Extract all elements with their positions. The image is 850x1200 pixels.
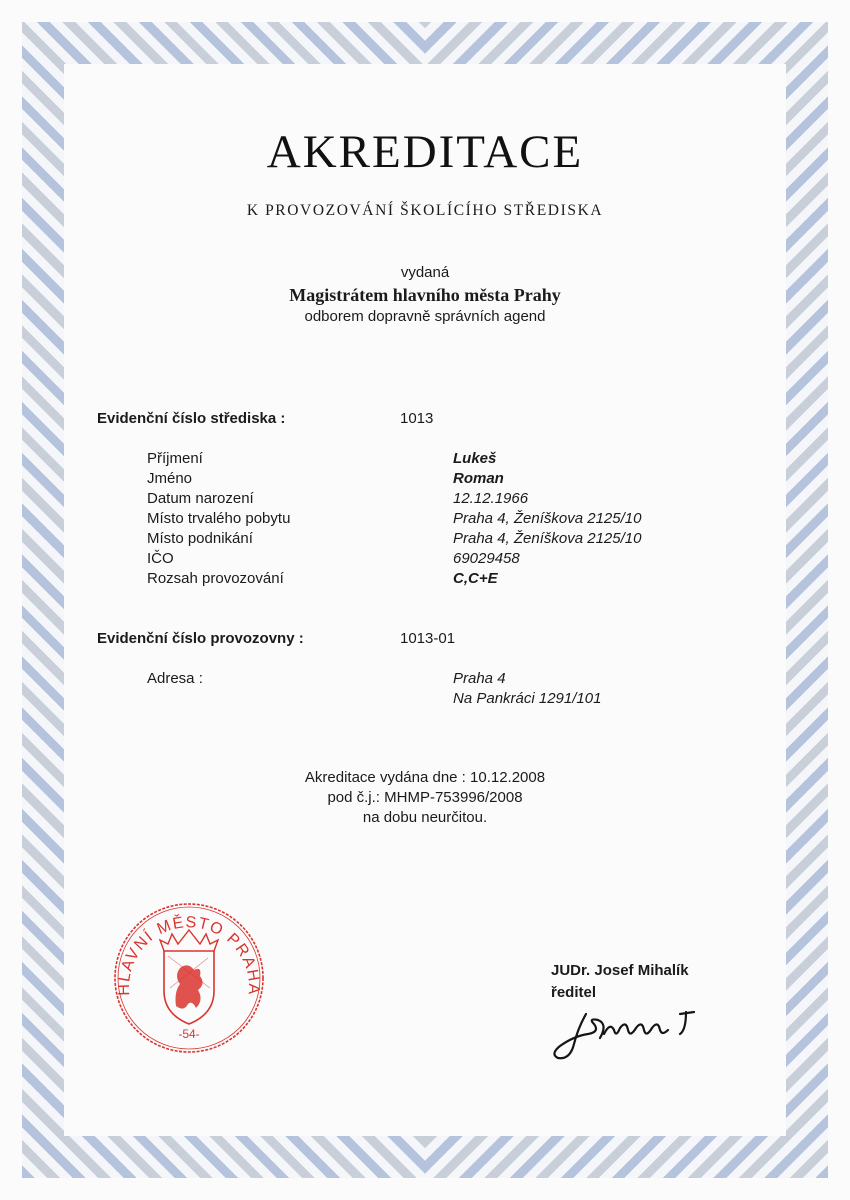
field-row-firstname [147, 470, 747, 490]
field-row-residence [147, 510, 747, 530]
premises-number-label: Evidenční číslo provozovny : [97, 630, 304, 647]
field-value: Roman [453, 470, 504, 487]
field-value: 12.12.1966 [453, 490, 529, 507]
issuer-block [0, 262, 850, 328]
issued-by-intro: vydaná [400, 264, 450, 281]
issuance-date: Akreditace vydána dne : 10.12.2008 [304, 769, 546, 786]
field-value: Na Pankráci 1291/101 [453, 690, 602, 707]
issuer-department: odborem dopravně správních agend [304, 308, 546, 325]
field-value: Praha 4, Ženíškova 2125/10 [453, 510, 642, 527]
field-value: C,C+E [453, 570, 498, 587]
official-stamp [104, 896, 274, 1056]
document-title: AKREDITACE [266, 126, 584, 178]
field-label: Adresa : [147, 670, 203, 687]
field-row-surname [147, 450, 747, 470]
field-value: Lukeš [453, 450, 497, 467]
field-row-birthdate [147, 490, 747, 510]
field-label: Příjmení [147, 450, 203, 467]
field-value: Praha 4 [453, 670, 506, 687]
document-subtitle: K PROVOZOVÁNÍ ŠKOLÍCÍHO STŘEDISKA [246, 202, 604, 219]
field-row-ico [147, 550, 747, 570]
stamp-arc-text: HLAVNÍ MĚSTO PRAHA [115, 914, 263, 996]
issuance-reference: pod č.j.: MHMP-753996/2008 [327, 789, 523, 806]
field-row-scope [147, 570, 747, 590]
signer-name: JUDr. Josef Mihalík [551, 962, 689, 979]
field-row-address [147, 670, 747, 690]
field-label: Jméno [147, 470, 193, 487]
signer-role: ředitel [551, 984, 597, 1001]
premises-number-value: 1013-01 [400, 630, 456, 647]
signature-stroke [554, 1012, 694, 1058]
field-row-business-place [147, 530, 747, 550]
signer-block [551, 960, 689, 1004]
field-value: 69029458 [453, 550, 520, 567]
field-row-address-line2 [147, 690, 747, 710]
field-label: Místo trvalého pobytu [147, 510, 291, 527]
issuer-name: Magistrátem hlavního města Prahy [289, 285, 561, 305]
center-number-value: 1013 [400, 410, 434, 427]
field-label: Rozsah provozování [147, 570, 284, 587]
field-label: Datum narození [147, 490, 254, 507]
issuance-validity: na dobu neurčitou. [362, 809, 488, 826]
field-value: Praha 4, Ženíškova 2125/10 [453, 530, 642, 547]
issuance-block [0, 768, 850, 828]
field-label: IČO [147, 550, 174, 567]
center-number-label: Evidenční číslo střediska : [97, 410, 286, 427]
handwritten-signature [548, 1000, 718, 1070]
field-label: Místo podnikání [147, 530, 253, 547]
stamp-number: -54- [178, 1027, 200, 1041]
